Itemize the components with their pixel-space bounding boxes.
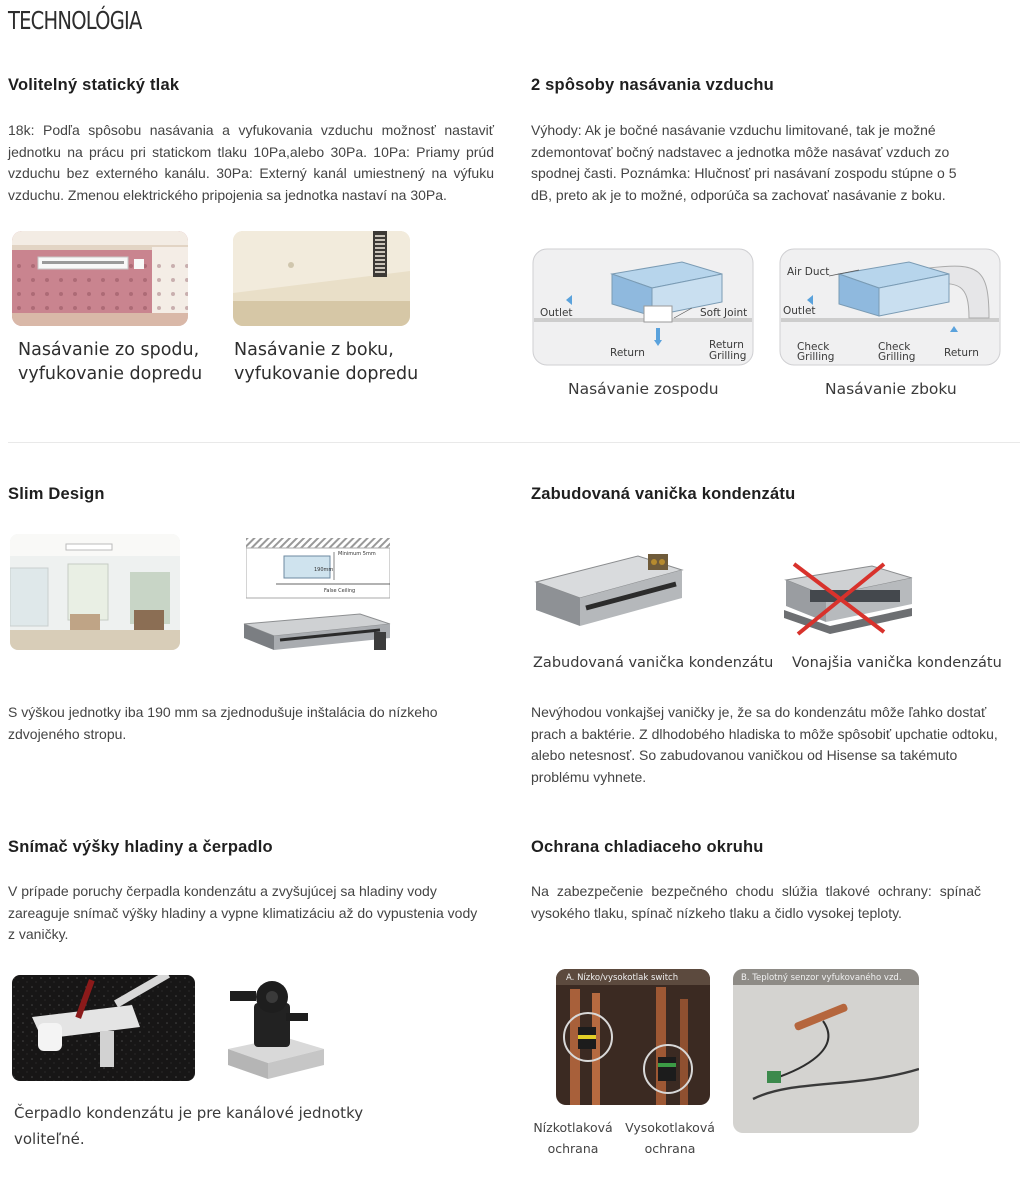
caption-high-pressure <box>622 1117 718 1159</box>
section-slim-design-text <box>8 702 494 745</box>
section-heading: Snímač výšky hladiny a čerpadlo <box>8 838 273 856</box>
section-air-intake <box>531 76 978 206</box>
section-level-sensor <box>8 838 498 946</box>
section-condensate-tray <box>531 485 1017 504</box>
slim-height-diagram <box>246 538 390 602</box>
section-heading: 2 spôsoby nasávania vzduchu <box>531 76 774 94</box>
label-return-grilling-2: Grilling <box>709 350 747 362</box>
label-air-duct: Air Duct <box>787 266 830 278</box>
label-return: Return <box>944 347 979 359</box>
caption-line: vyfukovanie dopredu <box>18 364 203 384</box>
section-heading: Zabudovaná vanička kondenzátu <box>531 485 796 503</box>
caption-side-intake <box>234 338 418 386</box>
label-soft-joint: Soft Joint <box>700 307 748 319</box>
diagram-side-intake <box>779 248 1001 366</box>
label-check-grilling-1b: Grilling <box>797 351 835 363</box>
section-text: S výškou jednotky iba 190 mm sa zjednodušuje inštalácia do nízkeho zdvojeného stropu. <box>8 704 438 742</box>
section-text: Výhody: Ak je bočné nasávanie vzduchu limitované, tak je možné zdemontovať bočný nadstavec a jednotka môže nasávať vzduch zo spodnej časti. Poznámka: Hlučnosť pri nasávaní zospodu stúpne o 5 dB, preto ak je to možné, odporúča sa zachovať nasávanie z boku. <box>531 122 957 203</box>
label-outlet: Outlet <box>783 305 816 317</box>
photo-b-label: B. Teplotný senzor vyfukovaného vzd. <box>741 973 902 983</box>
section-divider <box>8 442 1020 443</box>
caption-line: Vysokotlaková <box>625 1120 715 1135</box>
caption-side-intake-diagram: Nasávanie zboku <box>825 380 957 398</box>
caption-line: ochrana <box>547 1141 599 1156</box>
ceiling-unit-photo-side-intake <box>233 231 410 326</box>
section-heading: Ochrana chladiaceho okruhu <box>531 838 764 856</box>
caption-line: Čerpadlo kondenzátu je pre kanálové jednotky <box>14 1104 364 1122</box>
room-interior-photo <box>10 534 180 650</box>
page-title: TECHNOLÓGIA <box>8 6 142 35</box>
caption-line: ochrana <box>644 1141 696 1156</box>
temperature-sensor-photo <box>733 969 919 1133</box>
label-return-grilling-1: Return <box>709 339 744 351</box>
section-static-pressure <box>8 76 494 206</box>
label-minimum: Minimum 5mm <box>338 551 376 557</box>
label-check-grilling-2b: Grilling <box>878 351 916 363</box>
section-text: Nevýhodou vonkajšej vaničky je, že sa do kondenzátu môže ľahko dostať prach a baktérie. Z dlhodobého hladiska to môže spôsobiť upchatie odtoku, alebo netesnosť. So zabudovanou vaničkou od Hisense sa takémuto problému vyhnete. <box>531 704 998 785</box>
pressure-switch-photo <box>556 969 710 1105</box>
section-slim-design <box>8 485 494 504</box>
label-return: Return <box>610 347 645 359</box>
caption-bottom-intake <box>18 338 202 386</box>
caption-built-in-tray: Zabudovaná vanička kondenzátu <box>533 655 774 671</box>
caption-line: Nasávanie z boku, <box>234 340 394 360</box>
caption-line: vyfukovanie dopredu <box>234 364 419 384</box>
caption-low-pressure <box>530 1117 616 1159</box>
label-false-ceiling: False Ceiling <box>324 588 356 594</box>
built-in-tray-unit-photo <box>532 548 684 634</box>
condensate-pump-photo <box>224 977 326 1081</box>
section-heading: Slim Design <box>8 485 105 503</box>
level-sensor-photo <box>12 975 195 1081</box>
label-height: 190mm <box>314 567 334 573</box>
label-check-grilling-2a: Check <box>878 341 911 353</box>
diagram-bottom-intake <box>532 248 754 366</box>
slim-unit-photo <box>240 610 392 656</box>
section-text: 18k: Podľa spôsobu nasávania a vyfukovania vzduchu možnosť nastaviť jednotku na prácu pri statickom tlaku 10Pa,alebo 30Pa. 10Pa: Priamy prúd vzduchu bez externého kanálu. 30Pa: Externý kanál umiestnený na výfuku vzduchu. Zmenou elektrického pripojenia sa jednotka nastaví na 30Pa. <box>8 122 494 203</box>
section-text: V prípade poruchy čerpadla kondenzátu a zvyšujúcej sa hladiny vody zareaguje snímač výšky hladiny a vypne klimatizáciu až do vypustenia vody z vaničky. <box>8 883 478 942</box>
photo-a-label: A. Nízko/vysokotlak switch <box>566 973 679 983</box>
section-circuit-protection <box>531 838 981 924</box>
section-text: Na zabezpečenie bezpečného chodu slúžia tlakové ochrany: spínač vysokého tlaku, spínač nízkeho tlaku a čidlo vysokej teploty. <box>531 883 981 921</box>
caption-external-tray: Vonajšia vanička kondenzátu <box>792 655 1002 671</box>
external-tray-unit-photo-crossed <box>780 556 916 638</box>
caption-line: Nízkotlaková <box>533 1120 613 1135</box>
ceiling-unit-photo-bottom-intake <box>12 231 188 326</box>
caption-line: voliteľné. <box>14 1130 85 1148</box>
section-heading: Volitelný statický tlak <box>8 76 180 94</box>
caption-line: Nasávanie zo spodu, <box>18 340 200 360</box>
label-check-grilling-1a: Check <box>797 341 830 353</box>
section-condensate-text <box>531 702 1019 788</box>
caption-condensate-pump <box>14 1100 363 1152</box>
label-outlet: Outlet <box>540 307 573 319</box>
caption-bottom-intake-diagram: Nasávanie zospodu <box>568 380 719 398</box>
